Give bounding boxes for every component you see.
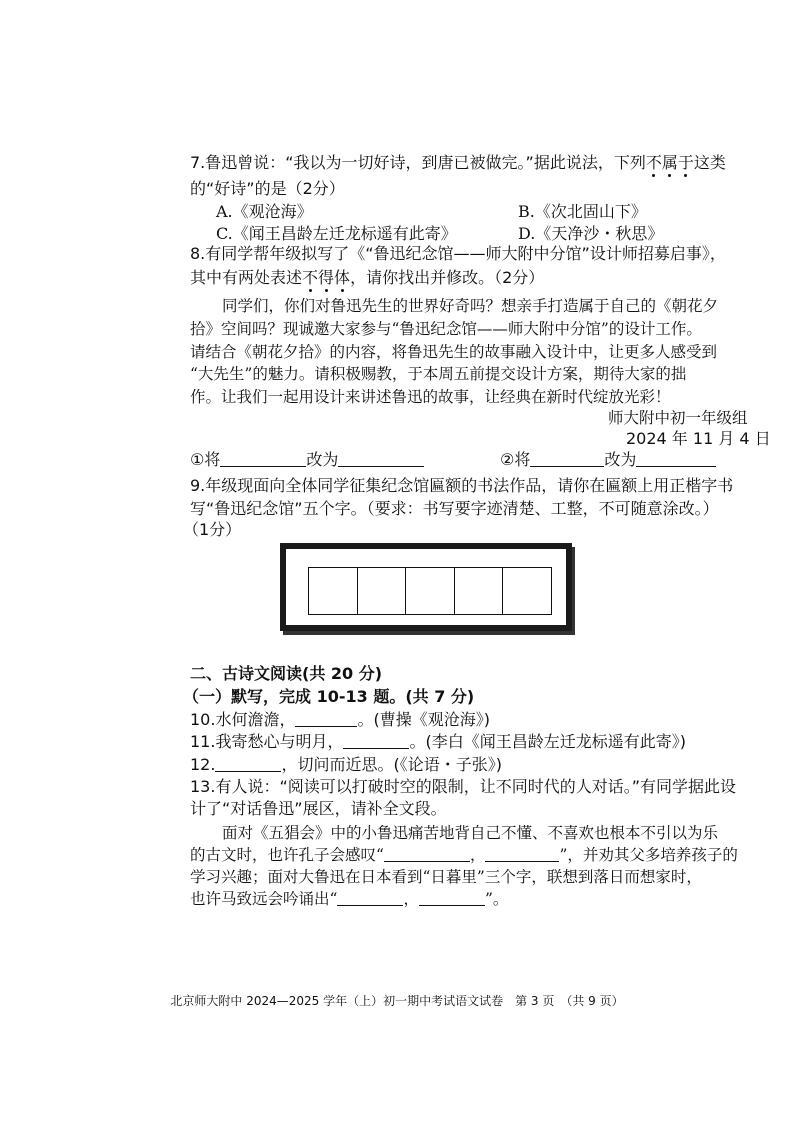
emphasis-char: 体: [334, 268, 351, 287]
answer-blank[interactable]: [343, 732, 409, 749]
answer-blank[interactable]: [295, 710, 357, 727]
answer-blank[interactable]: [530, 450, 604, 467]
answer-blank[interactable]: [636, 450, 716, 467]
emphasis-char: 不: [645, 153, 662, 172]
answer-blank[interactable]: [220, 450, 306, 467]
q13-para-1: 面对《五猖会》中的小鲁迅痛苦地背自己不懂、不喜欢也根本不引以为乐: [222, 824, 719, 842]
notice-line-2: 拾》空间吗？现诚邀大家参与“鲁迅纪念馆——师大附中分馆”的设计工作。: [190, 320, 702, 338]
plaque-cell[interactable]: [503, 568, 551, 614]
q8-answer-1: ①将 改为: [190, 449, 424, 471]
memorial-plaque: [280, 543, 572, 631]
notice-line-4: “大先生”的魅力。请积极赐教，于本周五前提交设计方案，期待大家的拙: [190, 365, 687, 383]
q7-line2: 的“好诗”的是（2分）: [190, 179, 345, 198]
answer-blank[interactable]: [485, 845, 559, 862]
notice-line-1: 同学们，你们对鲁迅先生的世界好奇吗？想亲手打造属于自己的《朝花夕: [222, 297, 719, 315]
answer-blank[interactable]: [337, 889, 403, 906]
q8-answer-2: ②将 改为: [500, 449, 716, 471]
emphasis-char: 得: [318, 268, 335, 287]
page-footer: 北京师大附中 2024—2025 学年（上）初一期中考试语文试卷 第 3 页 （共 9 页）: [170, 994, 624, 1008]
section2-title: 二、古诗文阅读(共 20 分): [190, 664, 383, 683]
plaque-cell[interactable]: [406, 568, 455, 614]
q8-line2: 其中有两处表述不得体，请你找出并修改。（2分）: [190, 268, 545, 287]
q9-line3: （1分）: [183, 520, 242, 539]
answer-blank[interactable]: [215, 755, 281, 772]
q13-line2: 计了“对话鲁迅”展区，请补全文段。: [190, 799, 447, 818]
emphasis-char: 不: [302, 268, 319, 287]
q13-para-3: 学习兴趣；面对大鲁迅在日本看到“日暮里”三个字，联想到落日而想家时，: [190, 868, 702, 886]
plaque-cell[interactable]: [455, 568, 504, 614]
q7-line1: 7.鲁迅曾说：“我以为一切好诗，到唐已被做完。”据此说法，下列不属于这类: [190, 153, 726, 172]
answer-blank[interactable]: [338, 450, 424, 467]
plaque-cell[interactable]: [358, 568, 407, 614]
answer-blank[interactable]: [384, 845, 470, 862]
notice-line-3: 请结合《朝花夕拾》的内容，将鲁迅先生的故事融入设计中，让更多人感受到: [190, 343, 718, 361]
q7-option-c: C.《闻王昌龄左迁龙标遥有此寄》: [216, 224, 457, 243]
emphasis-char: 属: [661, 153, 678, 172]
q13-line1: 13.有人说：“阅读可以打破时空的限制，让不同时代的人对话。”有同学据此设: [190, 777, 737, 796]
q13-para-2: 的古文时，也许孔子会感叹“ ， ”，并劝其父多培养孩子的: [190, 846, 738, 864]
q7-option-a: A.《观沧海》: [216, 202, 313, 221]
q7-option-d: D.《天净沙・秋思》: [518, 224, 664, 243]
q10: 10.水何澹澹， 。(曹操《观沧海》): [190, 710, 490, 729]
answer-blank[interactable]: [419, 889, 485, 906]
q11: 11.我寄愁心与明月， 。(李白《闻王昌龄左迁龙标遥有此寄》): [190, 732, 686, 751]
q9-line1: 9.年级现面向全体同学征集纪念馆匾额的书法作品，请你在匾额上用正楷字书: [190, 476, 734, 495]
notice-date: 2024 年 11 月 4 日: [626, 429, 771, 448]
q12: 12. ，切问而近思。(《论语・子张》): [190, 755, 502, 774]
q9-line2: 写“鲁迅纪念馆”五个字。（要求：书写要字迹清楚、工整，不可随意涂改。）: [190, 499, 719, 518]
notice-line-5: 作。让我们一起用设计来讲述鲁迅的故事，让经典在新时代绽放光彩！: [190, 388, 671, 406]
q13-para-4: 也许马致远会吟诵出“ ， ”。: [190, 890, 509, 908]
plaque-grid: [308, 567, 552, 615]
emphasis-char: 于: [677, 153, 694, 172]
plaque-cell[interactable]: [309, 568, 358, 614]
notice-signature: 师大附中初一年级组: [608, 409, 748, 427]
q8-line1: 8.有同学帮年级拟写了《“鲁迅纪念馆——师大附中分馆”设计师招募启事》，: [190, 244, 726, 263]
section2-subtitle: （一）默写，完成 10-13 题。(共 7 分): [183, 687, 475, 706]
q7-option-b: B.《次北固山下》: [518, 202, 647, 221]
